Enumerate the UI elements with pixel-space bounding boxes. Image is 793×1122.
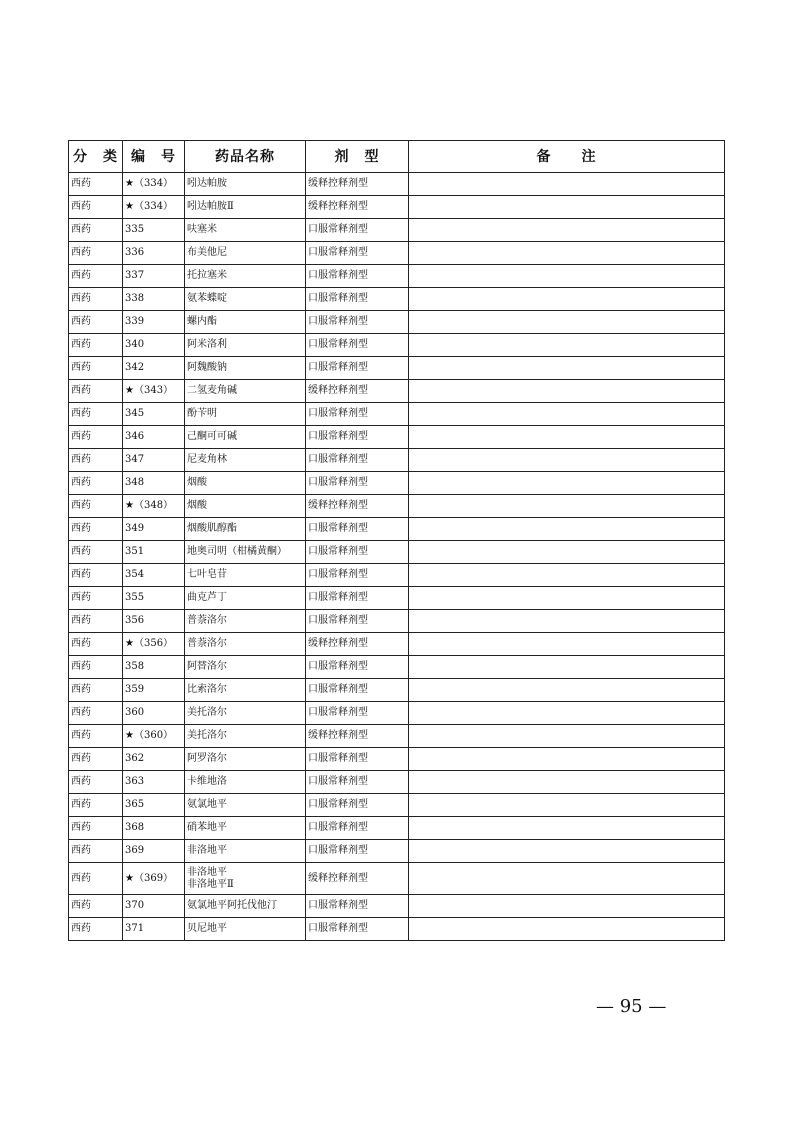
cell-category: 西药: [69, 840, 123, 863]
cell-drug-name: [185, 288, 306, 311]
cell-drug-name: [185, 242, 306, 265]
table-header: [69, 141, 725, 173]
drug-name-line: 托拉塞米: [187, 270, 227, 281]
drug-name-line: 非洛地平Ⅱ: [187, 878, 234, 890]
cell-number: 348: [123, 472, 185, 495]
cell-note: [409, 610, 725, 633]
drug-name-line: 美托洛尔: [187, 730, 227, 741]
cell-drug-name: [185, 380, 306, 403]
cell-number: 369: [123, 840, 185, 863]
cell-number: 351: [123, 541, 185, 564]
cell-number: 362: [123, 748, 185, 771]
cell-category: 西药: [69, 288, 123, 311]
cell-note: [409, 357, 725, 380]
drug-name-line: 比索洛尔: [187, 684, 227, 695]
cell-number: 371: [123, 918, 185, 941]
cell-category: 西药: [69, 426, 123, 449]
cell-number: 354: [123, 564, 185, 587]
table-row: [69, 541, 725, 564]
cell-number: 346: [123, 426, 185, 449]
drug-name-line: 尼麦角林: [187, 454, 227, 465]
drug-name-line: 酚苄明: [187, 408, 217, 419]
cell-dosage-form: 口服常释剂型: [306, 311, 409, 334]
cell-drug-name: [185, 895, 306, 918]
cell-drug-name: [185, 702, 306, 725]
cell-category: 西药: [69, 403, 123, 426]
cell-drug-name: [185, 679, 306, 702]
cell-number: 347: [123, 449, 185, 472]
cell-drug-name: [185, 771, 306, 794]
drug-name-line: 美托洛尔: [187, 707, 227, 718]
table-row: [69, 564, 725, 587]
cell-note: [409, 702, 725, 725]
table-row: [69, 449, 725, 472]
header-dosage-form: 剂 型: [306, 141, 409, 173]
cell-drug-name: [185, 610, 306, 633]
drug-name-line: 阿魏酸钠: [187, 362, 227, 373]
cell-dosage-form: 口服常释剂型: [306, 610, 409, 633]
cell-category: 西药: [69, 771, 123, 794]
cell-dosage-form: 口服常释剂型: [306, 679, 409, 702]
cell-number: 355: [123, 587, 185, 610]
table-row: [69, 265, 725, 288]
cell-drug-name: [185, 840, 306, 863]
drug-name-line: 阿米洛利: [187, 339, 227, 350]
drug-name-line: 烟酸肌醇酯: [187, 523, 237, 534]
cell-drug-name: [185, 541, 306, 564]
drug-name-line: 吲达帕胺Ⅱ: [187, 201, 234, 212]
table-row: [69, 863, 725, 895]
cell-dosage-form: 口服常释剂型: [306, 357, 409, 380]
cell-note: [409, 242, 725, 265]
cell-drug-name: [185, 918, 306, 941]
cell-category: 西药: [69, 679, 123, 702]
cell-dosage-form: 口服常释剂型: [306, 403, 409, 426]
drug-name-line: 氨氯地平阿托伐他汀: [187, 900, 277, 911]
table-row: [69, 633, 725, 656]
table-row: [69, 242, 725, 265]
cell-number: 359: [123, 679, 185, 702]
cell-number: ★（360）: [123, 725, 185, 748]
drug-name-line: 二氢麦角碱: [187, 385, 237, 396]
cell-drug-name: [185, 311, 306, 334]
cell-note: [409, 564, 725, 587]
table-row: [69, 334, 725, 357]
cell-dosage-form: 口服常释剂型: [306, 771, 409, 794]
cell-number: ★（334）: [123, 196, 185, 219]
cell-dosage-form: 口服常释剂型: [306, 840, 409, 863]
cell-dosage-form: 口服常释剂型: [306, 518, 409, 541]
cell-number: ★（369）: [123, 863, 185, 895]
header-note: 备 注: [409, 141, 725, 173]
cell-number: ★（348）: [123, 495, 185, 518]
cell-note: [409, 403, 725, 426]
cell-drug-name: [185, 817, 306, 840]
table-row: [69, 918, 725, 941]
drug-name-line: 普萘洛尔: [187, 638, 227, 649]
cell-dosage-form: 口服常释剂型: [306, 334, 409, 357]
cell-drug-name: [185, 863, 306, 895]
drug-name-line: 螺内酯: [187, 316, 217, 327]
cell-dosage-form: 缓释控释剂型: [306, 380, 409, 403]
drug-name-line: 己酮可可碱: [187, 431, 237, 442]
drug-name-line: 贝尼地平: [187, 923, 227, 934]
drug-name-line: 普萘洛尔: [187, 615, 227, 626]
cell-drug-name: [185, 334, 306, 357]
drug-list-table: [68, 140, 725, 941]
cell-dosage-form: 缓释控释剂型: [306, 495, 409, 518]
table-row: [69, 518, 725, 541]
cell-category: 西药: [69, 219, 123, 242]
table-row: [69, 495, 725, 518]
cell-note: [409, 679, 725, 702]
cell-number: 356: [123, 610, 185, 633]
cell-dosage-form: 口服常释剂型: [306, 472, 409, 495]
cell-number: 349: [123, 518, 185, 541]
drug-name-line: 非洛地平: [187, 845, 227, 856]
cell-dosage-form: 缓释控释剂型: [306, 173, 409, 196]
cell-note: [409, 817, 725, 840]
table-row: [69, 895, 725, 918]
cell-number: 360: [123, 702, 185, 725]
cell-note: [409, 219, 725, 242]
cell-dosage-form: 口服常释剂型: [306, 426, 409, 449]
table-row: [69, 748, 725, 771]
table-row: [69, 702, 725, 725]
cell-drug-name: [185, 518, 306, 541]
drug-name-line: 非洛地平: [187, 866, 227, 878]
cell-number: 345: [123, 403, 185, 426]
drug-name-line: 硝苯地平: [187, 822, 227, 833]
header-row: [69, 141, 725, 173]
header-category: 分 类: [69, 141, 123, 173]
cell-dosage-form: 口服常释剂型: [306, 219, 409, 242]
cell-category: 西药: [69, 242, 123, 265]
cell-category: 西药: [69, 449, 123, 472]
cell-drug-name: [185, 748, 306, 771]
cell-drug-name: [185, 587, 306, 610]
cell-note: [409, 918, 725, 941]
cell-note: [409, 173, 725, 196]
cell-number: 370: [123, 895, 185, 918]
cell-dosage-form: 口服常释剂型: [306, 449, 409, 472]
cell-note: [409, 794, 725, 817]
cell-category: 西药: [69, 196, 123, 219]
cell-category: 西药: [69, 334, 123, 357]
cell-category: 西药: [69, 794, 123, 817]
cell-note: [409, 771, 725, 794]
cell-drug-name: [185, 357, 306, 380]
drug-name-line: 烟酸: [187, 500, 207, 511]
cell-drug-name: [185, 173, 306, 196]
cell-dosage-form: 缓释控释剂型: [306, 863, 409, 895]
cell-category: 西药: [69, 380, 123, 403]
table-row: [69, 403, 725, 426]
drug-name-line: 烟酸: [187, 477, 207, 488]
cell-category: 西药: [69, 895, 123, 918]
cell-dosage-form: 口服常释剂型: [306, 265, 409, 288]
cell-dosage-form: 口服常释剂型: [306, 288, 409, 311]
cell-number: 335: [123, 219, 185, 242]
table-body: [69, 173, 725, 941]
cell-category: 西药: [69, 656, 123, 679]
cell-note: [409, 265, 725, 288]
cell-dosage-form: 口服常释剂型: [306, 794, 409, 817]
cell-dosage-form: 缓释控释剂型: [306, 633, 409, 656]
cell-note: [409, 541, 725, 564]
cell-note: [409, 426, 725, 449]
cell-category: 西药: [69, 863, 123, 895]
cell-category: 西药: [69, 541, 123, 564]
cell-category: 西药: [69, 587, 123, 610]
cell-drug-name: [185, 196, 306, 219]
cell-number: 358: [123, 656, 185, 679]
drug-name-line: 呋塞米: [187, 224, 217, 235]
cell-note: [409, 334, 725, 357]
cell-category: 西药: [69, 817, 123, 840]
cell-number: 336: [123, 242, 185, 265]
cell-note: [409, 895, 725, 918]
cell-category: 西药: [69, 311, 123, 334]
table-row: [69, 725, 725, 748]
cell-dosage-form: 口服常释剂型: [306, 541, 409, 564]
drug-name-line: 曲克芦丁: [187, 592, 227, 603]
drug-name-line: 氨氯地平: [187, 799, 227, 810]
page-number: — 95 —: [596, 996, 667, 1017]
table-row: [69, 426, 725, 449]
cell-category: 西药: [69, 472, 123, 495]
drug-name-line: 氨苯蝶啶: [187, 293, 227, 304]
table-row: [69, 357, 725, 380]
header-number: 编 号: [123, 141, 185, 173]
cell-number: 363: [123, 771, 185, 794]
cell-drug-name: [185, 472, 306, 495]
cell-drug-name: [185, 495, 306, 518]
table-row: [69, 794, 725, 817]
cell-category: 西药: [69, 748, 123, 771]
cell-number: 338: [123, 288, 185, 311]
cell-note: [409, 840, 725, 863]
cell-category: 西药: [69, 518, 123, 541]
cell-drug-name: [185, 265, 306, 288]
table-row: [69, 288, 725, 311]
cell-dosage-form: 缓释控释剂型: [306, 196, 409, 219]
table-row: [69, 311, 725, 334]
cell-number: 342: [123, 357, 185, 380]
cell-category: 西药: [69, 173, 123, 196]
table-row: [69, 679, 725, 702]
table-row: [69, 472, 725, 495]
table-row: [69, 840, 725, 863]
cell-note: [409, 725, 725, 748]
cell-dosage-form: 口服常释剂型: [306, 587, 409, 610]
cell-dosage-form: 口服常释剂型: [306, 656, 409, 679]
table-row: [69, 610, 725, 633]
cell-category: 西药: [69, 495, 123, 518]
cell-drug-name: [185, 725, 306, 748]
cell-number: 339: [123, 311, 185, 334]
drug-name-line: 布美他尼: [187, 247, 227, 258]
cell-note: [409, 518, 725, 541]
table-row: [69, 173, 725, 196]
drug-name-line: 阿罗洛尔: [187, 753, 227, 764]
cell-dosage-form: 口服常释剂型: [306, 748, 409, 771]
cell-category: 西药: [69, 725, 123, 748]
cell-note: [409, 656, 725, 679]
table-row: [69, 817, 725, 840]
cell-note: [409, 863, 725, 895]
table-row: [69, 656, 725, 679]
cell-number: 368: [123, 817, 185, 840]
cell-note: [409, 472, 725, 495]
cell-category: 西药: [69, 633, 123, 656]
cell-category: 西药: [69, 610, 123, 633]
drug-name-line: 阿替洛尔: [187, 661, 227, 672]
cell-note: [409, 288, 725, 311]
cell-drug-name: [185, 403, 306, 426]
cell-number: 340: [123, 334, 185, 357]
cell-category: 西药: [69, 564, 123, 587]
cell-dosage-form: 口服常释剂型: [306, 242, 409, 265]
cell-number: ★（356）: [123, 633, 185, 656]
cell-drug-name: [185, 564, 306, 587]
table-row: [69, 587, 725, 610]
cell-drug-name: [185, 656, 306, 679]
table-row: [69, 196, 725, 219]
cell-category: 西药: [69, 357, 123, 380]
cell-note: [409, 495, 725, 518]
cell-dosage-form: 口服常释剂型: [306, 702, 409, 725]
cell-category: 西药: [69, 702, 123, 725]
cell-number: ★（334）: [123, 173, 185, 196]
table-row: [69, 380, 725, 403]
cell-drug-name: [185, 219, 306, 242]
drug-name-line: 七叶皂苷: [187, 569, 227, 580]
cell-note: [409, 196, 725, 219]
cell-number: 337: [123, 265, 185, 288]
cell-dosage-form: 口服常释剂型: [306, 564, 409, 587]
drug-name-line: 卡维地洛: [187, 776, 227, 787]
cell-number: ★（343）: [123, 380, 185, 403]
cell-number: 365: [123, 794, 185, 817]
cell-note: [409, 449, 725, 472]
cell-note: [409, 380, 725, 403]
cell-dosage-form: 口服常释剂型: [306, 817, 409, 840]
cell-drug-name: [185, 449, 306, 472]
cell-dosage-form: 缓释控释剂型: [306, 725, 409, 748]
cell-category: 西药: [69, 265, 123, 288]
table-row: [69, 219, 725, 242]
cell-dosage-form: 口服常释剂型: [306, 918, 409, 941]
header-drug-name: 药品名称: [185, 141, 306, 173]
cell-note: [409, 587, 725, 610]
cell-dosage-form: 口服常释剂型: [306, 895, 409, 918]
cell-category: 西药: [69, 918, 123, 941]
cell-drug-name: [185, 794, 306, 817]
table-row: [69, 771, 725, 794]
cell-note: [409, 748, 725, 771]
cell-drug-name: [185, 426, 306, 449]
drug-name-line: 吲达帕胺: [187, 178, 227, 189]
cell-drug-name: [185, 633, 306, 656]
cell-note: [409, 633, 725, 656]
cell-note: [409, 311, 725, 334]
drug-name-line: 地奥司明（柑橘黄酮）: [187, 546, 287, 557]
